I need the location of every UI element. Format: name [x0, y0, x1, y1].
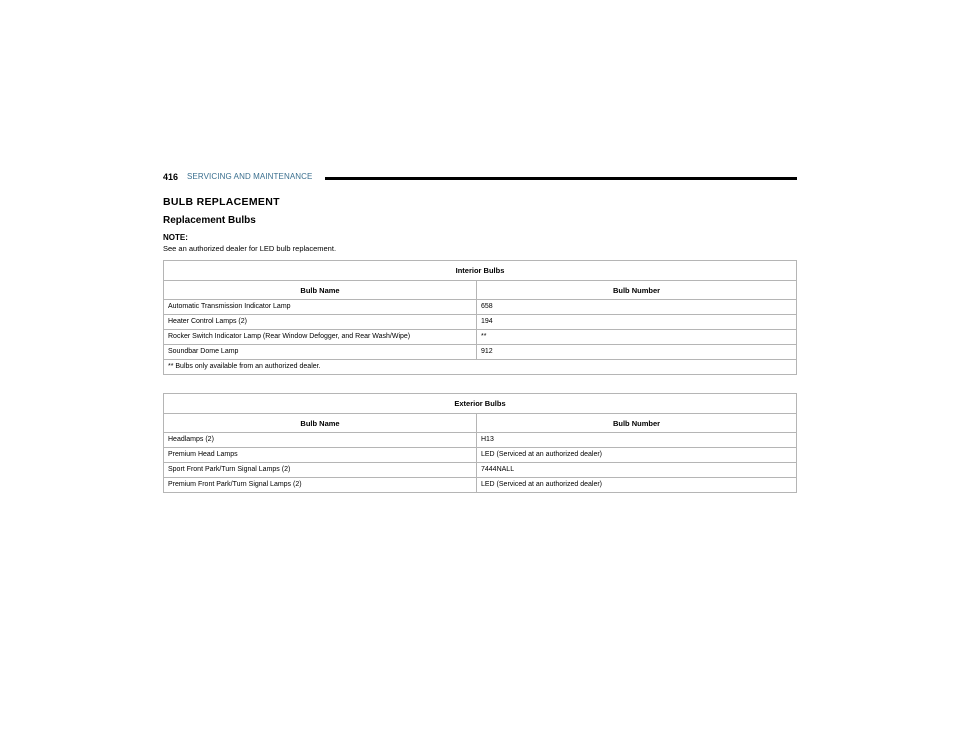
bulb-name-cell: Sport Front Park/Turn Signal Lamps (2): [164, 463, 477, 478]
table-row: [164, 300, 797, 315]
table-row: [164, 478, 797, 493]
bulb-name-cell: Soundbar Dome Lamp: [164, 345, 477, 360]
exterior-bulbs-table: [163, 393, 797, 493]
section-name: SERVICING AND MAINTENANCE: [187, 172, 313, 181]
bulb-name-cell: Rocker Switch Indicator Lamp (Rear Window Defogger, and Rear Wash/Wipe): [164, 330, 477, 345]
note-text: See an authorized dealer for LED bulb replacement.: [163, 244, 337, 253]
section-title: BULB REPLACEMENT: [163, 196, 280, 208]
bulb-name-cell: Heater Control Lamps (2): [164, 315, 477, 330]
table-row: [164, 463, 797, 478]
table-row: [164, 433, 797, 448]
bulb-name-cell: Premium Front Park/Turn Signal Lamps (2): [164, 478, 477, 493]
bulb-name-cell: Automatic Transmission Indicator Lamp: [164, 300, 477, 315]
sub-title: Replacement Bulbs: [163, 215, 256, 226]
table-caption: Exterior Bulbs: [164, 394, 797, 414]
table-footnote: ** Bulbs only available from an authorized dealer.: [164, 360, 797, 375]
interior-bulbs-table: [163, 260, 797, 375]
column-header-bulb-number: Bulb Number: [477, 414, 797, 433]
bulb-number-cell: LED (Serviced at an authorized dealer): [477, 448, 797, 463]
bulb-number-cell: LED (Serviced at an authorized dealer): [477, 478, 797, 493]
column-header-bulb-name: Bulb Name: [164, 414, 477, 433]
note-label: NOTE:: [163, 233, 188, 242]
page-header: [163, 171, 797, 185]
bulb-number-cell: H13: [477, 433, 797, 448]
table-row: [164, 448, 797, 463]
column-header-bulb-number: Bulb Number: [477, 281, 797, 300]
table-row: [164, 315, 797, 330]
bulb-number-cell: **: [477, 330, 797, 345]
bulb-number-cell: 7444NALL: [477, 463, 797, 478]
table-footnote-row: [164, 360, 797, 375]
header-rule: [325, 177, 797, 180]
bulb-name-cell: Premium Head Lamps: [164, 448, 477, 463]
column-header-bulb-name: Bulb Name: [164, 281, 477, 300]
bulb-name-cell: Headlamps (2): [164, 433, 477, 448]
bulb-number-cell: 194: [477, 315, 797, 330]
page-number: 416: [163, 172, 179, 182]
table-caption: Interior Bulbs: [164, 261, 797, 281]
bulb-number-cell: 658: [477, 300, 797, 315]
table-row: [164, 345, 797, 360]
table-row: [164, 330, 797, 345]
bulb-number-cell: 912: [477, 345, 797, 360]
